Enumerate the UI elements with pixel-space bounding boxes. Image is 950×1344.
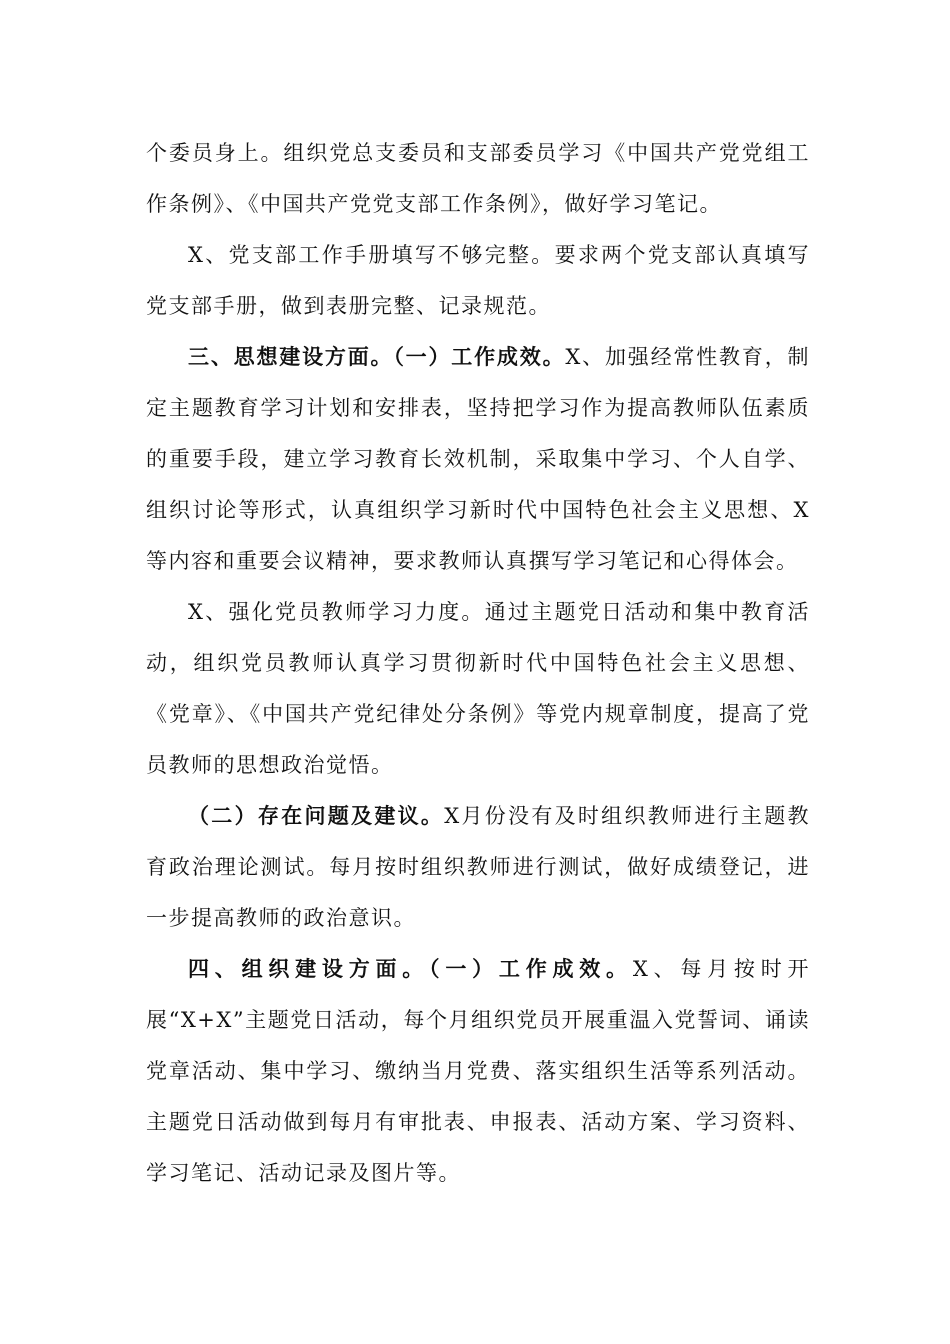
section-heading-organization: 四、组织建设方面。（一）工作成效。 — [188, 957, 633, 981]
document-body — [146, 128, 810, 1199]
paragraph-3-text: X、加强经常性教育，制定主题教育学习计划和安排表，坚持把学习作为提高教师队伍素质的重要手段，建立学习教育长效机制，采取集中学习、个人自学、组织讨论等形式，认真组织学习新时代中国特色社会主义思想、X等内容和重要会议精神，要求教师认真撰写学习笔记和心得体会。 — [146, 345, 811, 573]
paragraph-2 — [146, 230, 810, 332]
paragraph-5 — [146, 791, 810, 944]
section-heading-ideology: 三、思想建设方面。（一）工作成效。 — [188, 345, 566, 369]
paragraph-1-text: 个委员身上。组织党总支委员和支部委员学习《中国共产党党组工作条例》、《中国共产党党支部工作条例》，做好学习笔记。 — [146, 141, 810, 216]
paragraph-4-text: X、强化党员教师学习力度。通过主题党日活动和集中教育活动，组织党员教师认真学习贯彻新时代中国特色社会主义思想、《党章》、《中国共产党纪律处分条例》等党内规章制度，提高了党员教师的思想政治觉悟。 — [146, 600, 810, 777]
section-heading-problems: （二）存在问题及建议。 — [188, 804, 445, 828]
paragraph-2-text: X、党支部工作手册填写不够完整。要求两个党支部认真填写党支部手册，做到表册完整、记录规范。 — [146, 243, 810, 318]
paragraph-5-text: X月份没有及时组织教师进行主题教育政治理论测试。每月按时组织教师进行测试，做好成绩登记，进一步提高教师的政治意识。 — [146, 804, 811, 930]
paragraph-6-text: X、每月按时开展“X+X”主题党日活动，每个月组织党员开展重温入党誓词、诵读党章活动、集中学习、缴纳当月党费、落实组织生活等系列活动。主题党日活动做到每月有审批表、申报表、活动方案、学习资料、学习笔记、活动记录及图片等。 — [146, 957, 811, 1185]
paragraph-3 — [146, 332, 810, 587]
paragraph-1 — [146, 128, 810, 230]
paragraph-4 — [146, 587, 810, 791]
paragraph-6 — [146, 944, 810, 1199]
